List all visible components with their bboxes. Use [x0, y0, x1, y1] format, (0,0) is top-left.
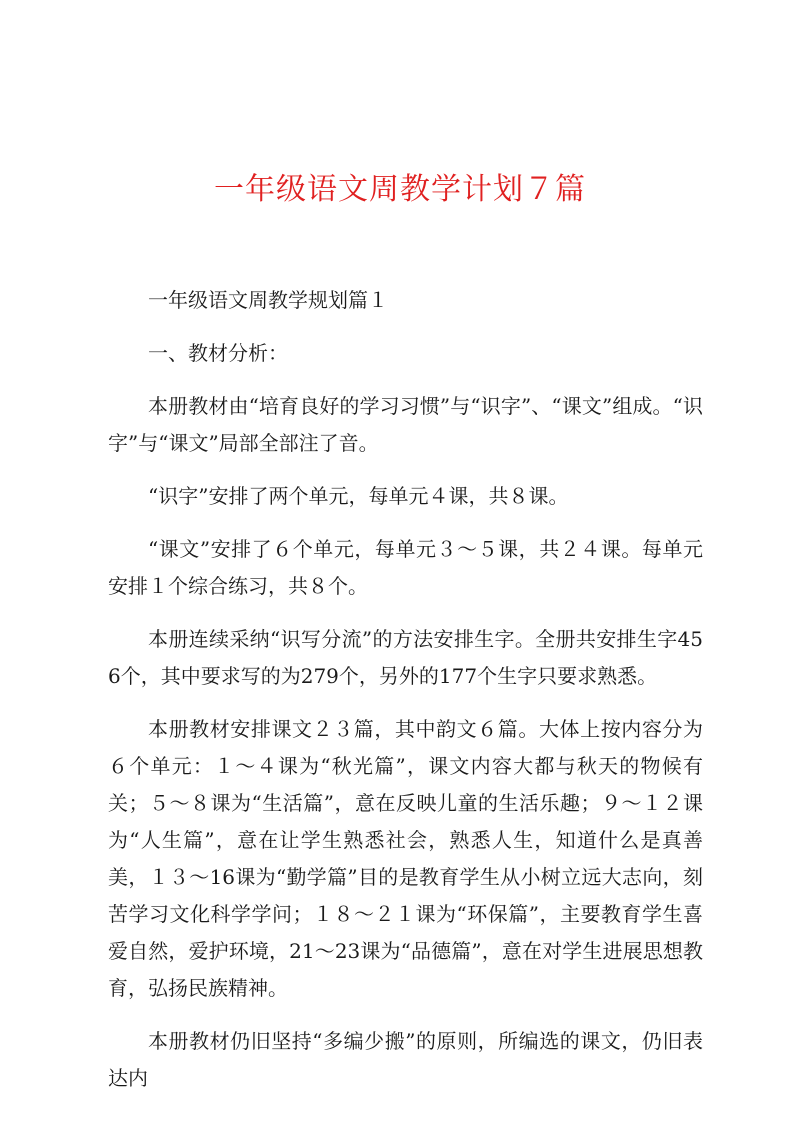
body-paragraph: 本册教材由“培育良好的学习习惯”与“识字”、“课文”组成。“识字”与“课文”局部全部注了音。	[108, 394, 703, 455]
body-paragraph: “课文”安排了６个单元，每单元３～５课，共２４课。每单元安排１个综合练习，共８个。	[108, 537, 703, 598]
document-body	[108, 282, 703, 1113]
section-heading: 一年级语文周教学规划篇１	[148, 288, 388, 312]
body-paragraph: 本册教材仍旧坚持“多编少搬”的原则，所编选的课文，仍旧表达内	[108, 1029, 703, 1090]
body-paragraph: “识字”安排了两个单元，每单元４课，共８课。	[148, 484, 569, 508]
document-title: 一年级语文周教学计划７篇	[214, 172, 586, 207]
subsection-heading: 一、教材分析：	[148, 341, 288, 365]
body-paragraph: 本册连续采纳“识写分流”的方法安排生字。全册共安排生字456个，其中要求写的为279个，另外的177个生字只要求熟悉。	[108, 627, 703, 688]
body-paragraph: 本册教材安排课文２３篇，其中韵文６篇。大体上按内容分为６个单元：１～４课为“秋光篇”，课文内容大都与秋天的物候有关；５～８课为“生活篇”，意在反映儿童的生活乐趣；９～１２课为“人生篇”，意在让学生熟悉社会，熟悉人生，知道什么是真善美，１３～16课为“勤学篇”目的是教育学生从小树立远大志向，刻苦学习文化科学学问；１８～２１课为“环保篇”，主要教育学生喜爱自然，爱护环境，21～23课为“品德篇”，意在对学生进展思想教育，弘扬民族精神。	[108, 717, 703, 1000]
